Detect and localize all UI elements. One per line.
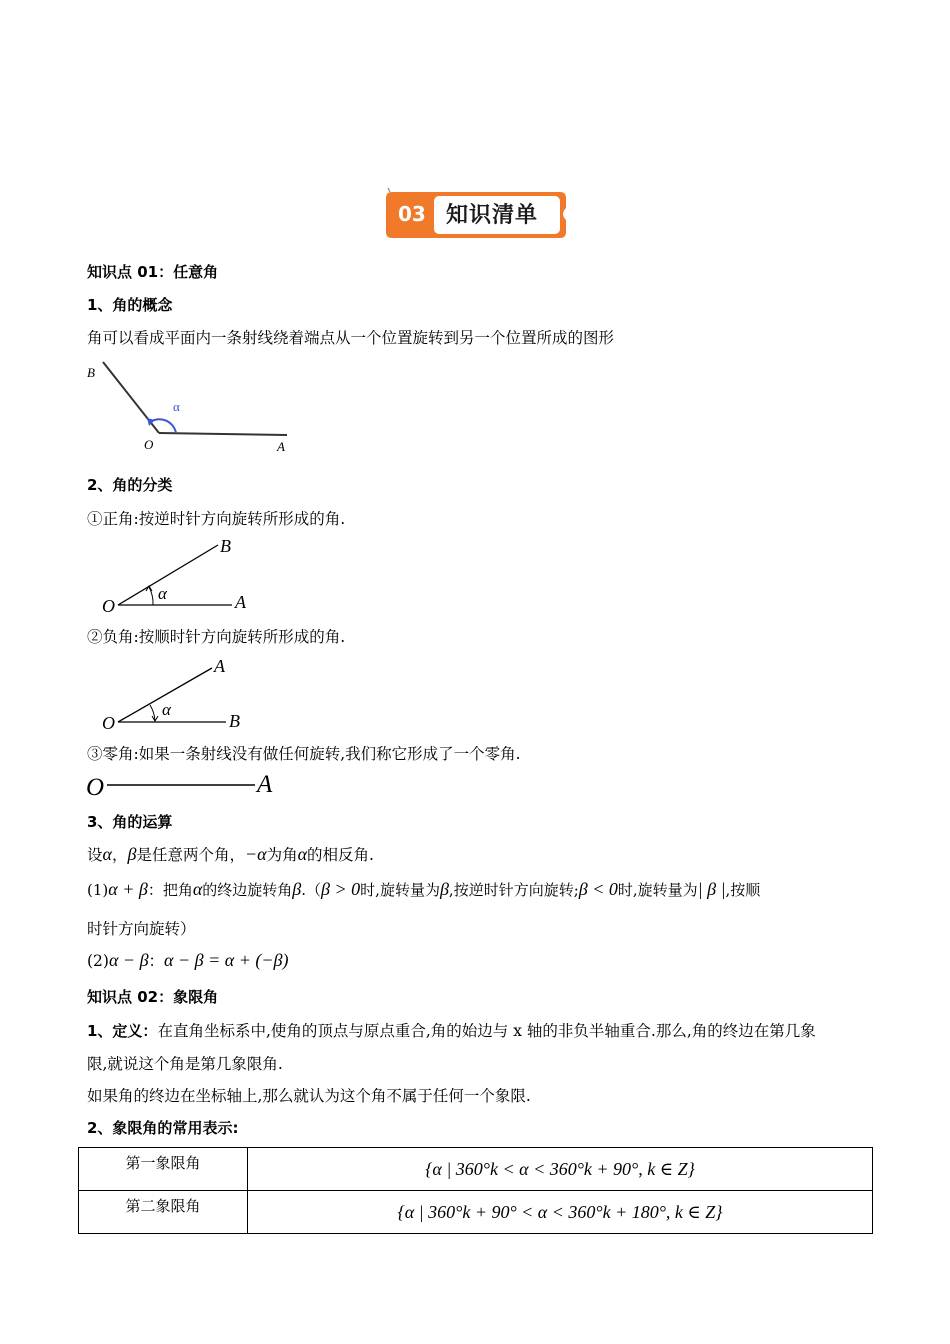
op1-expr: α + β	[108, 879, 148, 899]
kp1-s2-title: 2、角的分类	[87, 476, 173, 494]
fig2-label-o: O	[102, 596, 115, 616]
op-intro-beta: β	[127, 844, 137, 864]
quadrant-name: 第二象限角	[79, 1191, 248, 1234]
op1-p6: 时,旋转量为	[617, 881, 698, 899]
op-intro-p2: 是任意两个角，	[136, 846, 245, 864]
op-intro-sep: ，	[111, 846, 128, 864]
kp2-def-label: 1、定义：	[87, 1022, 158, 1040]
section-badge	[384, 188, 568, 240]
kp2-def-line2: 限,就说这个角是第几象限角.	[87, 1055, 283, 1073]
fig3-label-o: O	[102, 713, 115, 733]
op1-cond1: β > 0	[321, 879, 361, 899]
op1-num: (1)	[87, 881, 109, 899]
kp2-def-line	[87, 1019, 816, 1041]
fig3-label-b: B	[229, 711, 240, 731]
op-intro-alpha: α	[102, 844, 112, 864]
zero-angle-text: ③零角:如果一条射线没有做任何旋转,我们称它形成了一个零角.	[87, 745, 521, 763]
quadrant-angle-table	[78, 1147, 873, 1234]
fig2-label-b: B	[220, 536, 231, 556]
quadrant-expr-text: {α | 360°k < α < 360°k + 90°, k ∈ Z}	[425, 1158, 695, 1179]
op-intro-line	[87, 843, 374, 865]
op-intro-alpha2: α	[297, 844, 308, 864]
angle-concept-figure	[85, 360, 300, 455]
op1-p1: ：把角	[147, 881, 193, 899]
fig3-label-alpha: α	[162, 700, 171, 719]
op1-p7: ,按顺	[725, 881, 761, 899]
op-intro-p3: 为角	[266, 846, 298, 864]
kp1-s3-title: 3、角的运算	[87, 813, 173, 831]
table-row	[79, 1191, 873, 1234]
kp1-title: 知识点 01：任意角	[87, 263, 219, 281]
kp2-note: 如果角的终边在坐标轴上,那么就认为这个角不属于任何一个象限.	[87, 1087, 531, 1105]
op1-alpha: α	[192, 879, 203, 899]
badge-number: 03	[398, 202, 426, 226]
op-intro-p4: 的相反角.	[307, 846, 374, 864]
op1-p2: 的终边旋转角	[202, 881, 293, 899]
kp1-s1-title: 1、角的概念	[87, 296, 173, 314]
op1-p3: .（	[301, 881, 322, 899]
op1-beta: β	[292, 879, 302, 899]
fig1-label-a: A	[277, 439, 285, 454]
op2-num: (2)	[87, 952, 109, 970]
op1-cond2: β < 0	[578, 879, 618, 899]
negative-angle-text: ②负角:按顺时针方向旋转所形成的角.	[87, 628, 346, 646]
quadrant-expr	[248, 1148, 873, 1191]
fig4-label-a: A	[257, 771, 273, 798]
op1-line	[87, 879, 760, 900]
fig1-label-o: O	[144, 437, 154, 452]
kp1-s1-text: 角可以看成平面内一条射线绕着端点从一个位置旋转到另一个位置所成的图形	[87, 329, 615, 347]
op2-expr: α − β	[108, 950, 149, 970]
op1-beta2: β	[439, 879, 449, 899]
fig2-label-alpha: α	[158, 584, 167, 603]
op-intro-p1: 设	[87, 846, 103, 864]
op2-expr2: α − β = α + (−β)	[164, 950, 289, 970]
fig2-label-a: A	[235, 592, 246, 612]
positive-angle-text: ①正角:按逆时针方向旋转所形成的角.	[87, 510, 346, 528]
op1-p5: ,按逆时针方向旋转;	[448, 881, 579, 899]
kp2-title: 知识点 02：象限角	[87, 988, 219, 1006]
op2-sep: ：	[148, 952, 165, 970]
quadrant-name: 第一象限角	[79, 1148, 248, 1191]
negative-angle-figure	[100, 654, 260, 736]
op1-p4: 时,旋转量为	[360, 881, 440, 899]
fig3-label-a: A	[214, 656, 225, 676]
kp2-def-text: 在直角坐标系中,使角的顶点与原点重合,角的始边与 x 轴的非负半轴重合.那么,角的终边在第几象	[157, 1022, 816, 1040]
op1-line2: 时针方向旋转）	[87, 920, 196, 938]
fig1-label-b: B	[87, 365, 95, 380]
table-row	[79, 1148, 873, 1191]
zero-angle-figure	[85, 766, 285, 802]
op2-line	[87, 949, 288, 971]
op-intro-neg-alpha: −α	[244, 844, 267, 864]
positive-angle-figure	[100, 535, 260, 617]
quadrant-expr	[248, 1191, 873, 1234]
quadrant-expr-text: {α | 360°k + 90° < α < 360°k + 180°, k ∈ Z}	[397, 1201, 723, 1222]
kp2-s2-title: 2、象限角的常用表示:	[87, 1119, 239, 1137]
fig1-label-alpha: α	[173, 399, 180, 414]
op1-abs-beta: | β |	[697, 879, 726, 899]
fig4-label-o: O	[86, 774, 105, 801]
badge-title: 知识清单	[446, 203, 539, 228]
